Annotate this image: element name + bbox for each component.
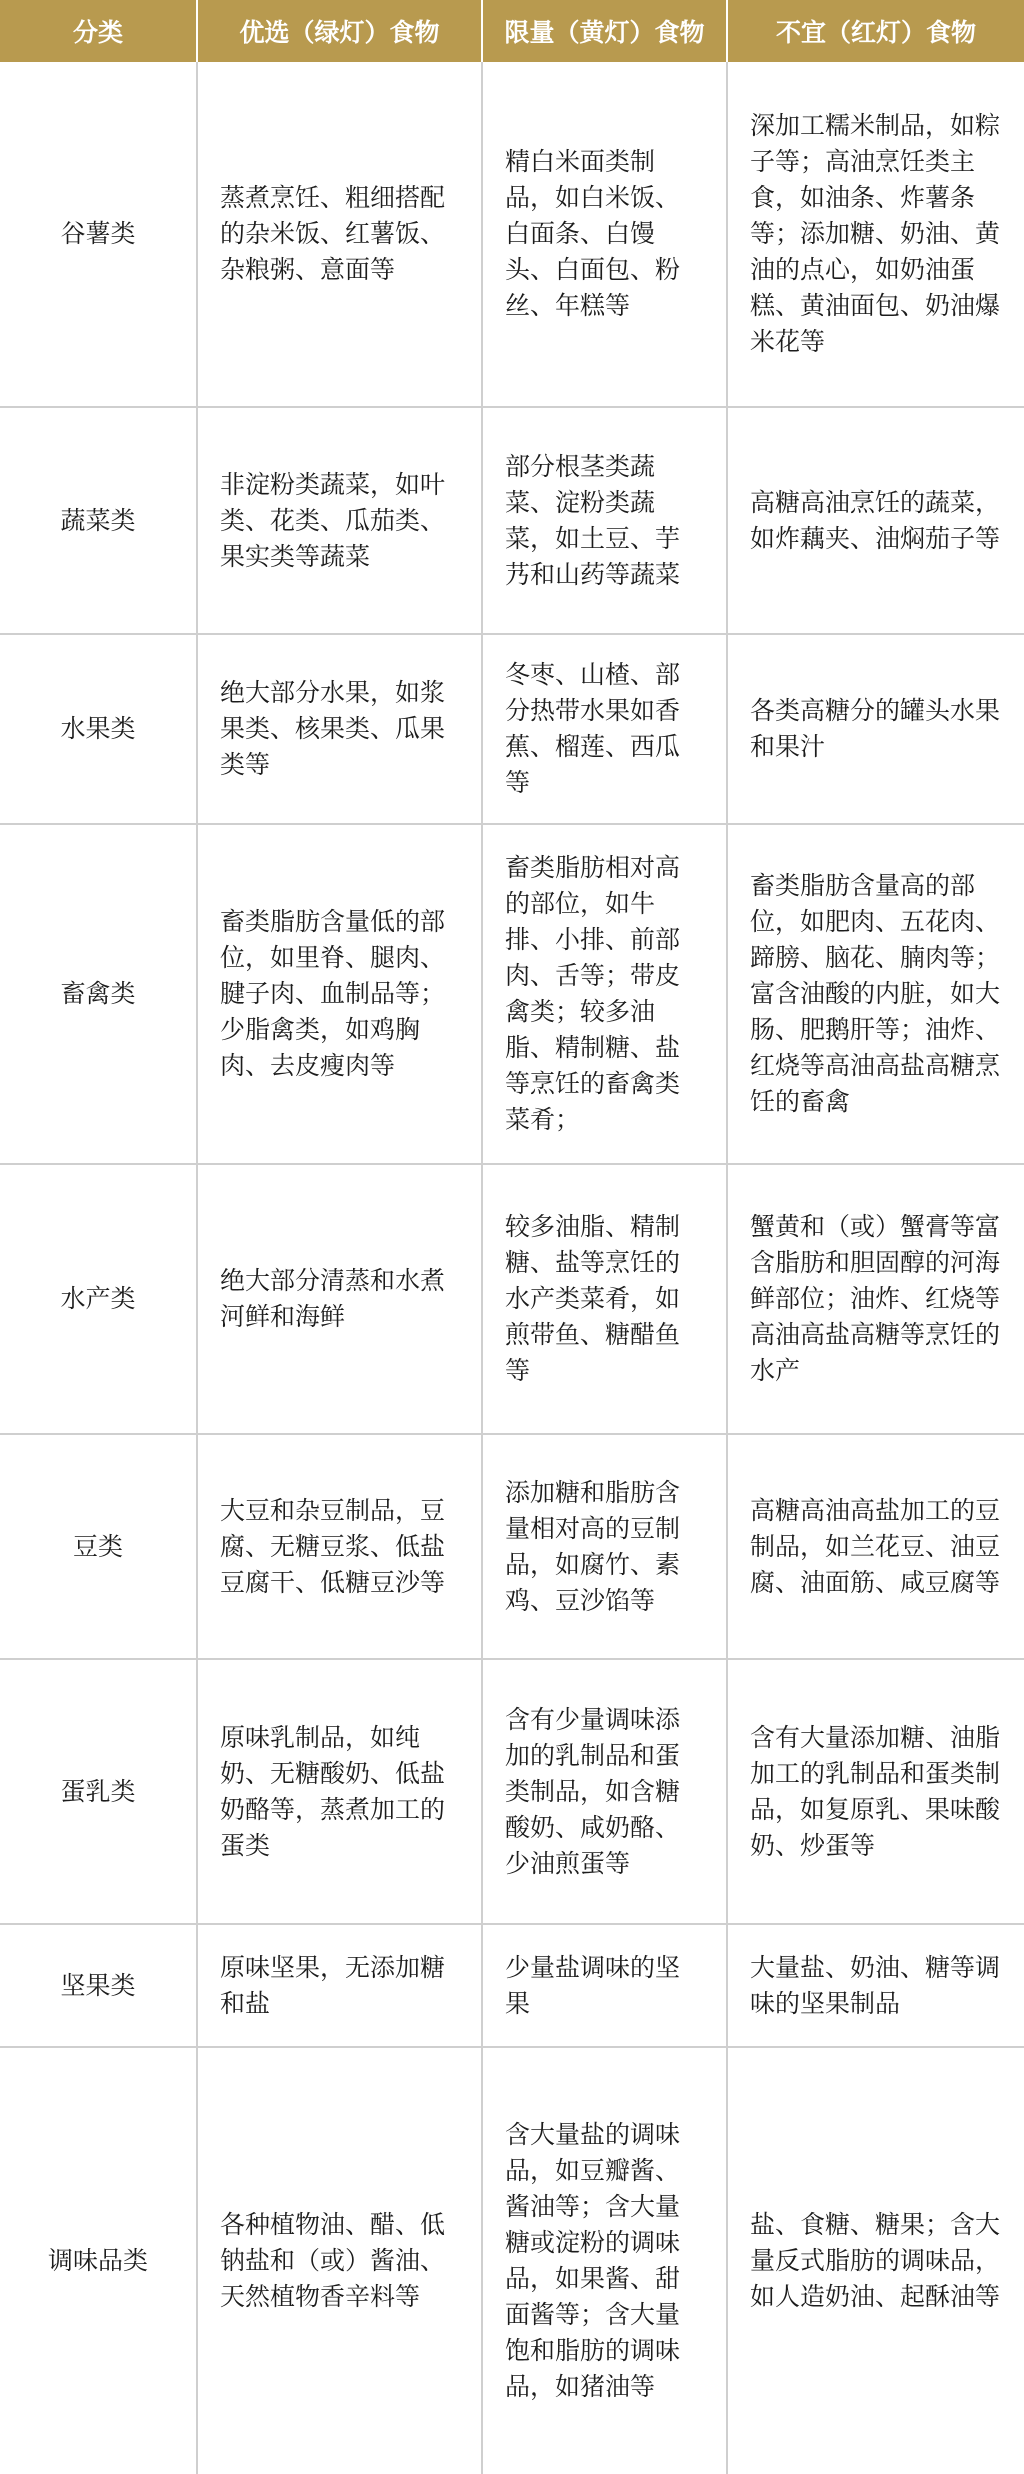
header-red-foods: 不宜（红灯）食物 [727, 0, 1024, 62]
yellow-cell: 较多油脂、精制糖、盐等烹饪的水产类菜肴，如煎带鱼、糖醋鱼等 [482, 1164, 727, 1434]
table-row [0, 634, 1024, 824]
red-cell: 盐、食糖、糖果；含大量反式脂肪的调味品，如人造奶油、起酥油等 [750, 2210, 1001, 2311]
table-row [0, 824, 1024, 1164]
green-cell: 原味坚果，无添加糖和盐 [197, 1924, 482, 2047]
red-cell: 畜类脂肪含量高的部位，如肥肉、五花肉、蹄膀、脑花、腩肉等；富含油酸的内脏，如大肠、肥鹅肝等；油炸、红烧等高油高盐高糖烹饪的畜禽 [727, 824, 1024, 1164]
yellow-cell: 冬枣、山楂、部分热带水果如香蕉、榴莲、西瓜等 [482, 634, 727, 824]
green-cell: 畜类脂肪含量低的部位，如里脊、腿肉、腱子肉、血制品等；少脂禽类，如鸡胸肉、去皮瘦肉等 [197, 824, 482, 1164]
yellow-cell: 添加糖和脂肪含量相对高的豆制品，如腐竹、素鸡、豆沙馅等 [482, 1434, 727, 1659]
category-cell: 坚果类 [0, 1924, 197, 2047]
header-yellow-foods: 限量（黄灯）食物 [482, 0, 727, 62]
yellow-cell: 含大量盐的调味品，如豆瓣酱、酱油等；含大量糖或淀粉的调味品，如果酱、甜面酱等；含大量饱和脂肪的调味品，如猪油等 [482, 2047, 727, 2474]
red-cell: 各类高糖分的罐头水果和果汁 [727, 634, 1024, 824]
category-cell: 蔬菜类 [0, 407, 197, 634]
yellow-cell: 含有少量调味添加的乳制品和蛋类制品，如含糖酸奶、咸奶酪、少油煎蛋等 [482, 1659, 727, 1924]
red-cell: 深加工糯米制品，如粽子等；高油烹饪类主食，如油条、炸薯条等；添加糖、奶油、黄油的点心，如奶油蛋糕、黄油面包、奶油爆米花等 [727, 62, 1024, 407]
table-row [0, 1659, 1024, 1924]
green-cell: 蒸煮烹饪、粗细搭配的杂米饭、红薯饭、杂粮粥、意面等 [197, 62, 482, 407]
header-green-foods: 优选（绿灯）食物 [197, 0, 482, 62]
table-row [0, 1164, 1024, 1434]
yellow-cell: 部分根茎类蔬菜、淀粉类蔬菜，如土豆、芋艿和山药等蔬菜 [482, 407, 727, 634]
table-row [0, 1924, 1024, 2047]
yellow-cell: 精白米面类制品，如白米饭、白面条、白馒头、白面包、粉丝、年糕等 [482, 62, 727, 407]
yellow-cell: 少量盐调味的坚果 [482, 1924, 727, 2047]
green-cell: 非淀粉类蔬菜，如叶类、花类、瓜茄类、果实类等蔬菜 [197, 407, 482, 634]
category-cell: 谷薯类 [0, 62, 197, 407]
red-cell: 高糖高油烹饪的蔬菜，如炸藕夹、油焖茄子等 [727, 407, 1024, 634]
category-cell: 豆类 [0, 1434, 197, 1659]
category-cell: 蛋乳类 [0, 1659, 197, 1924]
red-cell: 蟹黄和（或）蟹膏等富含脂肪和胆固醇的河海鲜部位；油炸、红烧等高油高盐高糖等烹饪的水产 [727, 1164, 1024, 1434]
green-cell: 绝大部分清蒸和水煮河鲜和海鲜 [197, 1164, 482, 1434]
green-cell: 绝大部分水果，如浆果类、核果类、瓜果类等 [197, 634, 482, 824]
green-cell: 各种植物油、醋、低钠盐和（或）酱油、天然植物香辛料等 [197, 2047, 482, 2474]
red-cell: 含有大量添加糖、油脂加工的乳制品和蛋类制品，如复原乳、果味酸奶、炒蛋等 [727, 1659, 1024, 1924]
table-row [0, 62, 1024, 407]
category-cell: 调味品类 [0, 2047, 197, 2474]
red-cell: 大量盐、奶油、糖等调味的坚果制品 [727, 1924, 1024, 2047]
table-row [0, 2047, 1024, 2474]
red-cell: 高糖高油高盐加工的豆制品，如兰花豆、油豆腐、油面筋、咸豆腐等 [727, 1434, 1024, 1659]
table-row [0, 407, 1024, 634]
header-row [0, 0, 1024, 62]
green-cell: 大豆和杂豆制品，豆腐、无糖豆浆、低盐豆腐干、低糖豆沙等 [197, 1434, 482, 1659]
category-cell: 水果类 [0, 634, 197, 824]
header-category: 分类 [0, 0, 197, 62]
table-row [0, 1434, 1024, 1659]
category-cell: 水产类 [0, 1164, 197, 1434]
category-cell: 畜禽类 [0, 824, 197, 1164]
yellow-cell: 畜类脂肪相对高的部位，如牛排、小排、前部肉、舌等；带皮禽类；较多油脂、精制糖、盐等烹饪的畜禽类菜肴； [482, 824, 727, 1164]
green-cell: 原味乳制品，如纯奶、无糖酸奶、低盐奶酪等，蒸煮加工的蛋类 [197, 1659, 482, 1924]
